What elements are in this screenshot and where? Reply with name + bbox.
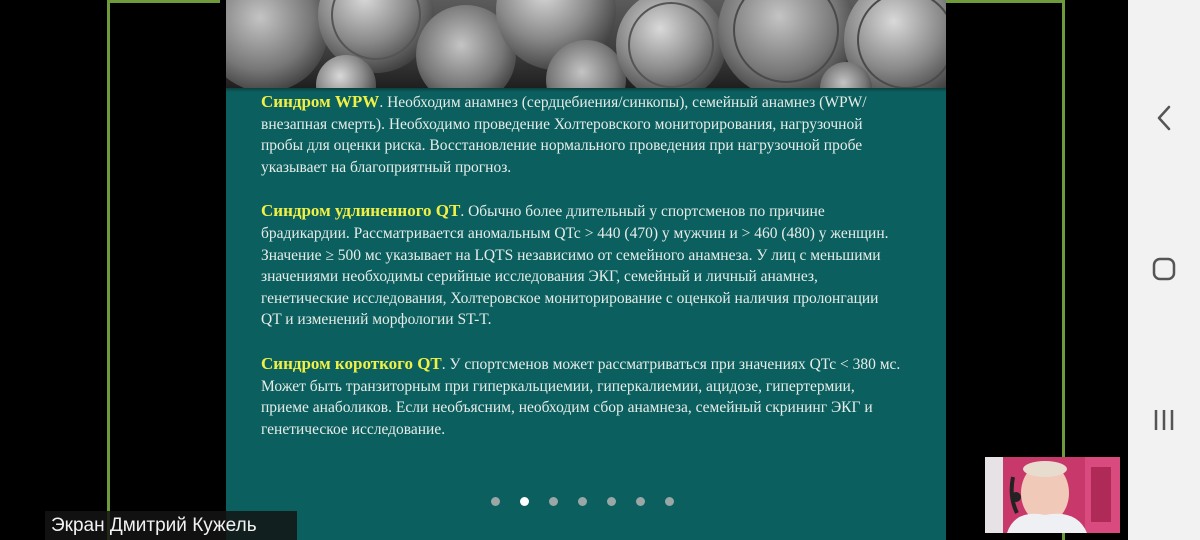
pager-dot[interactable] — [549, 497, 558, 506]
paragraph-heading: Синдром короткого QT — [261, 353, 442, 373]
share-frame-top-left — [107, 0, 220, 3]
rounded-square-icon — [1150, 255, 1178, 283]
presentation-slide — [226, 0, 946, 540]
recents-button[interactable] — [1146, 402, 1182, 438]
three-bars-icon — [1150, 406, 1178, 434]
paragraph-text: . Обычно более длительный у спортсменов по причине брадикардии. Рассматривается аномальным QTc > 440 (470) у мужчин и > 460 (480) у женщин. Значение ≥ 500 мс указывает на LQTS независимо от семейного анамнеза. У лиц с меньшими значениями необходимы серийные исследования ЭКГ, семейный и личный анамнез, генетические исследования, Холтеровское мониторирование с оценкой наличия пролонгации QT и изменений морфологии ST-T. — [261, 203, 889, 329]
paragraph-text: . У спортсменов может рассматриваться при значениях QTc < 380 мс. Может быть транзиторным при гиперкальциемии, гиперкалиемии, ацидозе, гипертермии, приеме анаболиков. Если необъясним, необходим сбор анамнеза, семейный скрининг ЭКГ и генетическое исследование. — [261, 355, 901, 438]
back-button[interactable] — [1146, 100, 1182, 136]
paragraph-short-qt — [261, 353, 901, 440]
pager-dot[interactable] — [665, 497, 674, 506]
presenter-name-label: Экран Дмитрий Кужель — [45, 511, 297, 540]
paragraph-wpw — [261, 91, 901, 178]
pager-dot[interactable] — [520, 497, 529, 506]
slide-pager — [491, 497, 674, 507]
participant-video-image — [985, 457, 1120, 533]
paragraph-text: . Необходим анамнез (сердцебиения/синкопы), семейный анамнез (WPW/внезапная смерть). Необходимо проведение Холтеровского мониторирования, нагрузочной пробы для оценки риска. Восстановление нормального проведения при нагрузочной пробе указывает на благоприятный прогноз. — [261, 94, 867, 176]
home-button[interactable] — [1146, 251, 1182, 287]
pager-dot[interactable] — [636, 497, 645, 506]
coins-banner-image — [226, 0, 946, 88]
coins-illustration — [226, 0, 946, 88]
slide-body — [261, 91, 901, 462]
chevron-left-icon — [1154, 104, 1174, 132]
paragraph-heading: Синдром удлиненного QT — [261, 201, 461, 221]
pager-dot[interactable] — [578, 497, 587, 506]
participant-video-thumbnail[interactable] — [985, 457, 1120, 533]
pager-dot[interactable] — [491, 497, 500, 506]
paragraph-heading: Синдром WPW — [261, 92, 380, 111]
pager-dot[interactable] — [607, 497, 616, 506]
paragraph-long-qt — [261, 200, 901, 331]
android-navigation-bar — [1128, 0, 1200, 540]
